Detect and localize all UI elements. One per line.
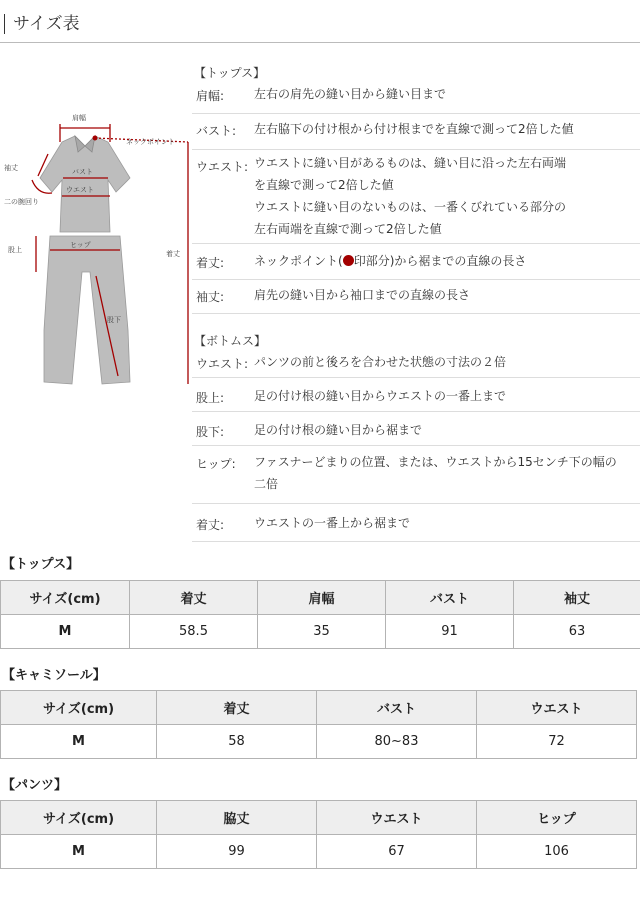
camisole-table-title: 【キャミソール】 — [2, 668, 106, 683]
garment-measurement-diagram — [0, 100, 190, 400]
definition-desc: 肩先の縫い目から袖口までの直線の長さ — [254, 288, 471, 302]
definition-desc: 左右の肩先の縫い目から縫い目まで — [254, 87, 447, 101]
definition-desc-line: 左右両端を直線で測って2倍した値 — [254, 222, 442, 236]
definition-term: ウエスト: — [196, 357, 249, 371]
definition-desc-part: ネックポイント( — [254, 254, 343, 268]
shirt-illustration — [40, 136, 130, 232]
table-cell: 72 — [477, 725, 637, 759]
definition-desc: 足の付け根の縫い目から裾まで — [254, 423, 423, 437]
pants-size-table — [0, 800, 637, 869]
definition-row — [192, 378, 640, 412]
tops-table-title: 【トップス】 — [2, 557, 80, 572]
camisole-size-table — [0, 690, 637, 759]
definition-term: ウエスト: — [196, 160, 249, 174]
definition-desc — [254, 451, 638, 495]
definition-row — [192, 280, 640, 314]
table-header-cell: ウエスト — [477, 691, 637, 725]
definition-term: 股上: — [196, 391, 225, 405]
table-cell: 35 — [258, 615, 386, 649]
definition-desc: 左右脇下の付け根から付け根までを直線で測って2倍した値 — [254, 122, 574, 136]
definition-desc-part: 印部分)から裾までの直線の長さ — [353, 254, 527, 268]
table-cell: 63 — [514, 615, 640, 649]
bottoms-definitions-header: 【ボトムス】 — [194, 334, 267, 348]
definition-desc-line: ウエストに縫い目のないものは、一番くびれている部分の — [254, 200, 567, 214]
table-header-cell: サイズ(cm) — [1, 691, 157, 725]
diagram-label-inseam: 股下 — [107, 316, 121, 324]
table-cell: M — [1, 615, 130, 649]
table-header-row — [1, 581, 640, 615]
definition-term: 着丈: — [196, 256, 225, 270]
definition-row — [192, 350, 640, 378]
diagram-label-waist: ウエスト — [66, 186, 94, 194]
table-cell: 67 — [317, 835, 477, 869]
diagram-label-hip: ヒップ — [70, 241, 91, 249]
table-header-cell: サイズ(cm) — [1, 801, 157, 835]
definition-desc: パンツの前と後ろを合わせた状態の寸法の２倍 — [254, 355, 507, 369]
definition-row — [192, 504, 640, 542]
table-header-cell: 着丈 — [130, 581, 258, 615]
definition-term: 袖丈: — [196, 290, 225, 304]
definition-row — [192, 80, 640, 114]
definition-desc — [254, 250, 638, 272]
definition-desc: ウエストの一番上から裾まで — [254, 516, 411, 530]
table-row — [1, 725, 637, 759]
table-cell: M — [1, 725, 157, 759]
definition-desc-line: 二倍 — [254, 477, 279, 491]
table-header-row — [1, 691, 637, 725]
definition-desc-line: ファスナーどまりの位置、または、ウエストから15センチ下の幅の — [254, 455, 617, 469]
table-header-cell: 脇丈 — [157, 801, 317, 835]
page-title: サイズ表 — [4, 14, 80, 34]
table-header-cell: ヒップ — [477, 801, 637, 835]
diagram-label-sleeve: 袖丈 — [4, 164, 18, 172]
definition-desc-line: ウエストに縫い目があるものは、縫い目に沿った左右両端 — [254, 156, 567, 170]
table-header-cell: サイズ(cm) — [1, 581, 130, 615]
table-row — [1, 835, 637, 869]
diagram-label-rise: 股上 — [8, 246, 22, 254]
table-header-row — [1, 801, 637, 835]
table-header-cell: バスト — [386, 581, 514, 615]
diagram-label-neck-point: ネックポイント — [126, 138, 175, 146]
definition-term: バスト: — [196, 124, 237, 138]
diagram-label-shoulder: 肩幅 — [72, 114, 86, 122]
table-cell: 58 — [157, 725, 317, 759]
diagram-label-length: 着丈 — [166, 250, 180, 258]
title-divider — [0, 42, 640, 43]
table-header-cell: ウエスト — [317, 801, 477, 835]
table-cell: 58.5 — [130, 615, 258, 649]
table-row — [1, 615, 640, 649]
definition-desc-line: を直線で測って2倍した値 — [254, 178, 394, 192]
definition-term: 股下: — [196, 425, 225, 439]
diagram-label-upper-arm: 二の腕回り — [4, 198, 39, 206]
definition-row — [192, 446, 640, 504]
definition-row — [192, 114, 640, 150]
definition-term: ヒップ: — [196, 457, 236, 471]
table-header-cell: 着丈 — [157, 691, 317, 725]
table-header-cell: 肩幅 — [258, 581, 386, 615]
pants-illustration — [44, 236, 130, 384]
table-cell: 91 — [386, 615, 514, 649]
definition-desc: 足の付け根の縫い目からウエストの一番上まで — [254, 389, 507, 403]
table-header-cell: 袖丈 — [514, 581, 640, 615]
table-cell: 80~83 — [317, 725, 477, 759]
table-cell: 106 — [477, 835, 637, 869]
definition-term: 肩幅: — [196, 89, 225, 103]
neck-point-dot-icon — [343, 255, 354, 266]
definition-desc — [254, 152, 638, 240]
definition-row — [192, 150, 640, 244]
definition-row — [192, 412, 640, 446]
table-cell: 99 — [157, 835, 317, 869]
diagram-label-bust: バスト — [72, 168, 93, 176]
tops-size-table — [0, 580, 640, 649]
tops-definitions-header: 【トップス】 — [194, 66, 266, 80]
pants-table-title: 【パンツ】 — [2, 778, 68, 793]
definition-row — [192, 244, 640, 280]
table-cell: M — [1, 835, 157, 869]
definition-term: 着丈: — [196, 518, 225, 532]
table-header-cell: バスト — [317, 691, 477, 725]
